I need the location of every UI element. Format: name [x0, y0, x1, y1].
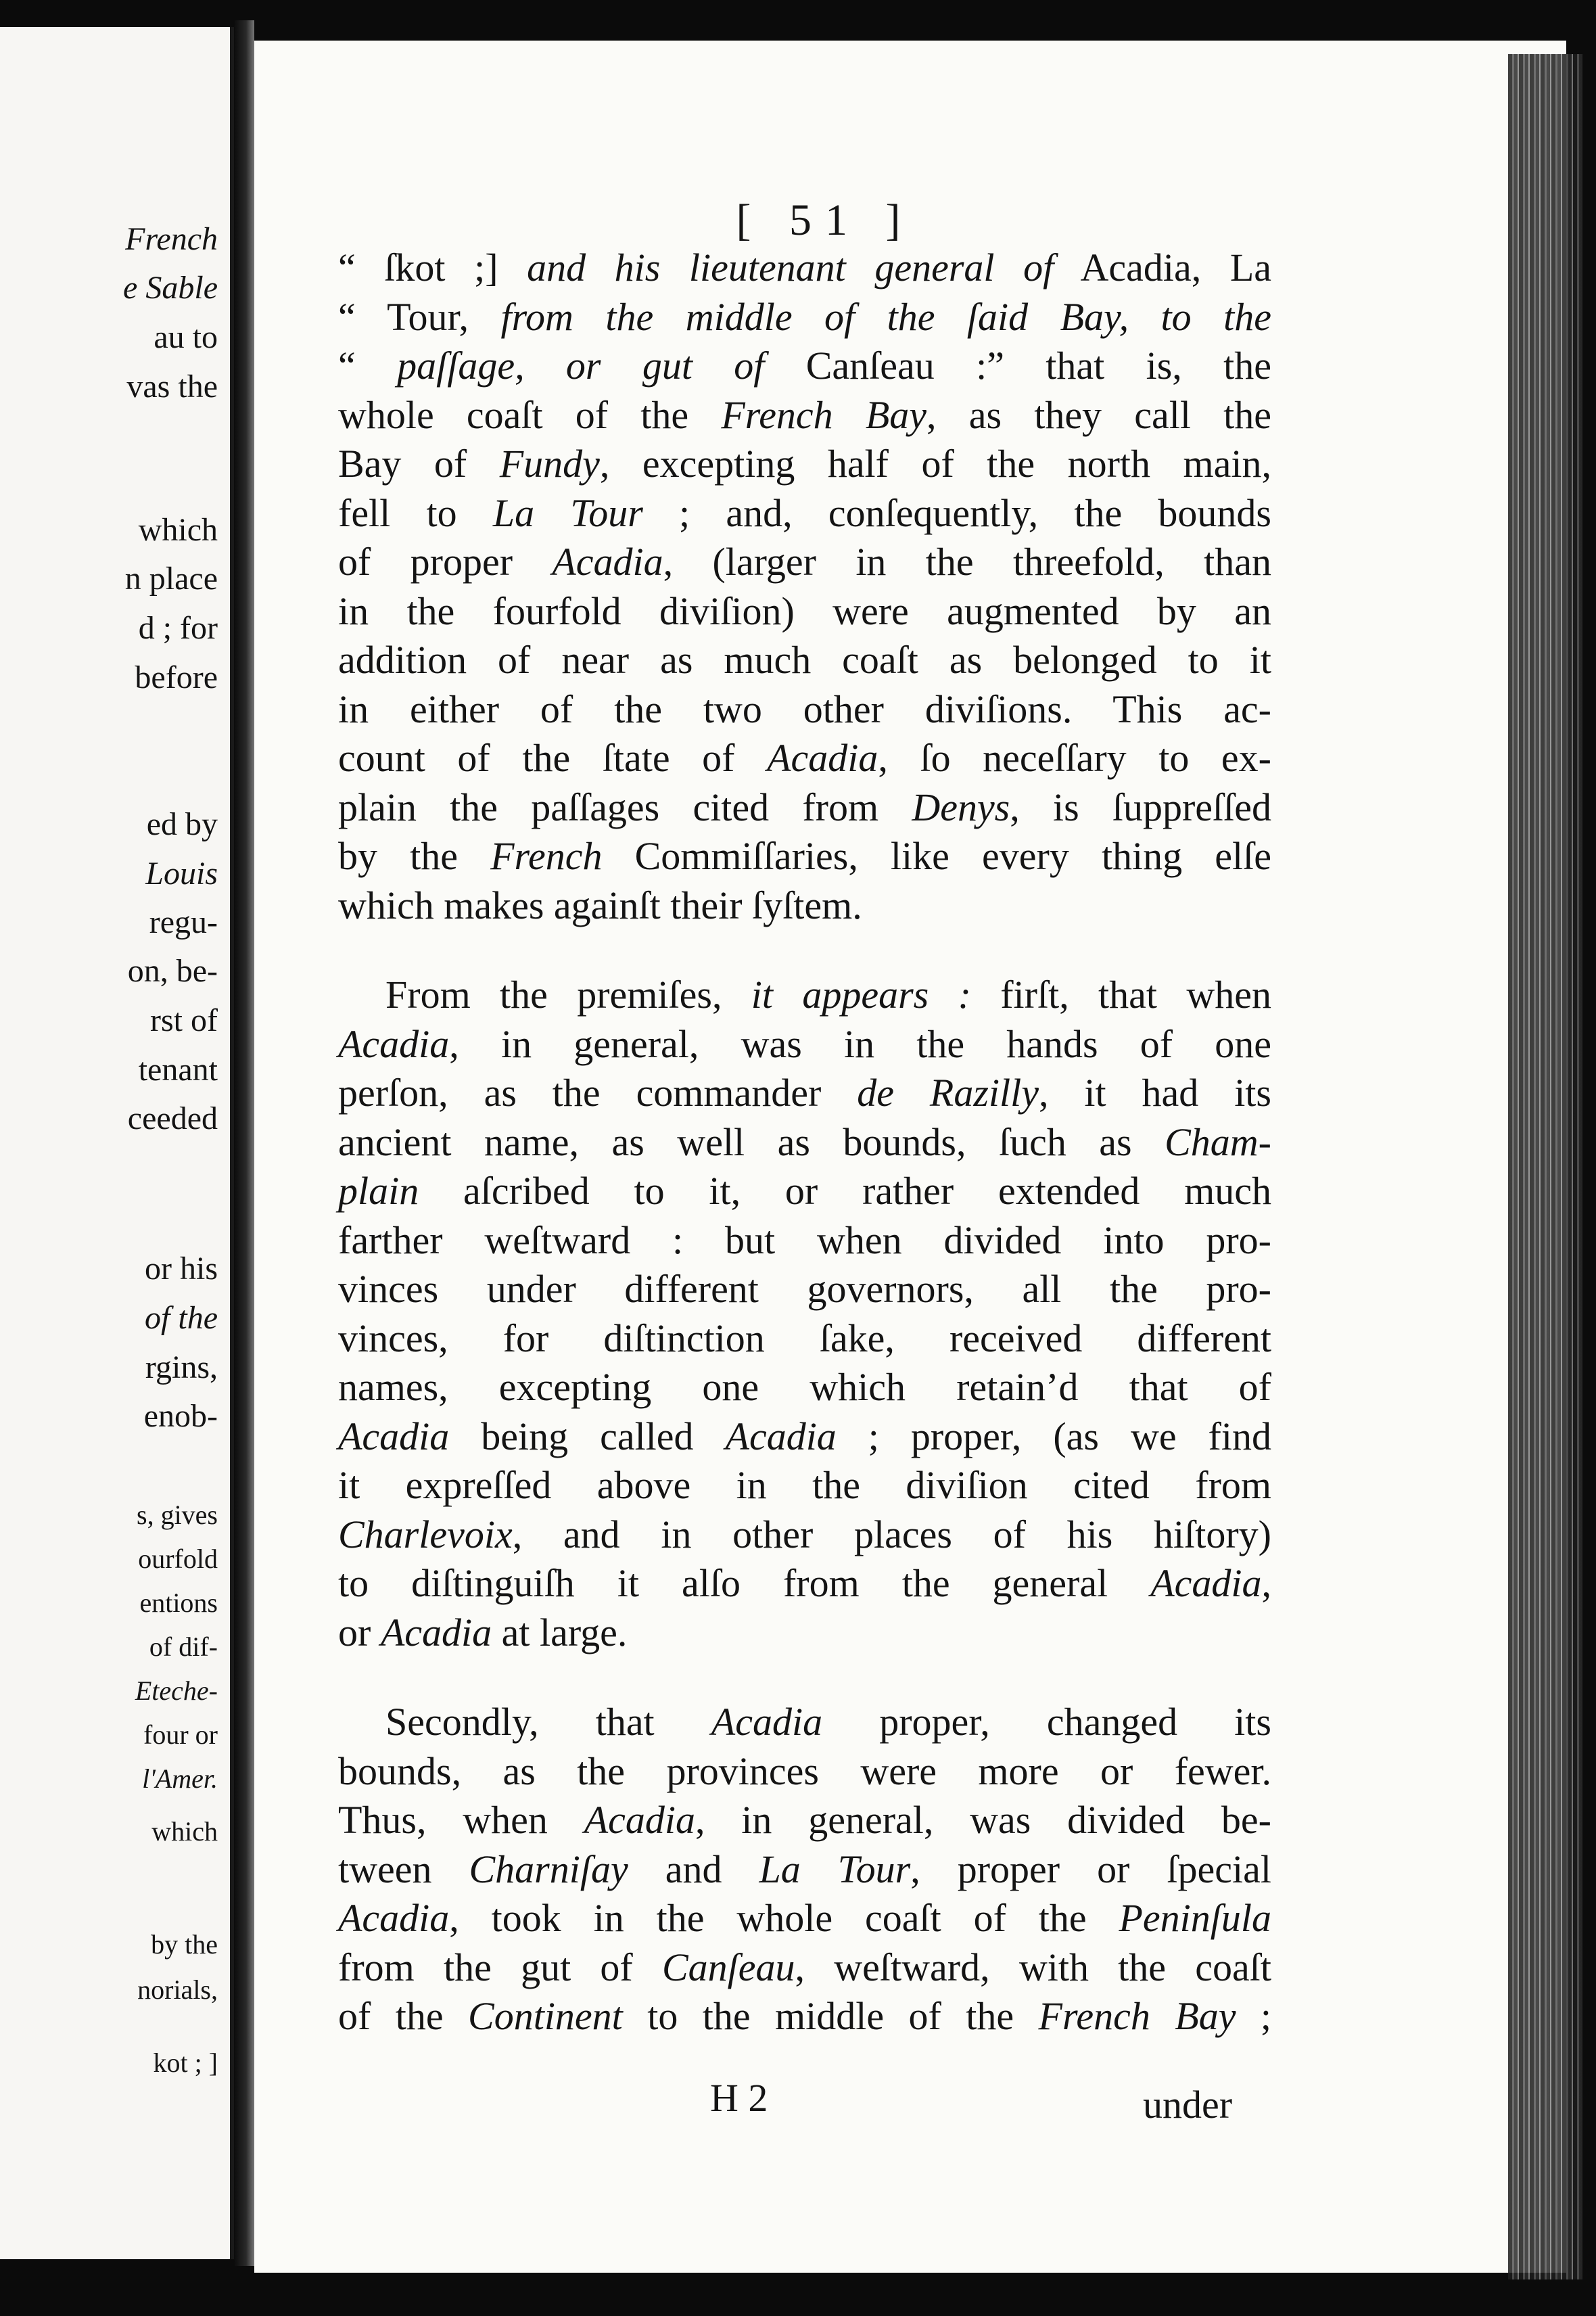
text-line: Acadia, took in the whole coaſt of the Peninſula: [338, 1896, 1271, 1940]
left-page-fragment: e Sable: [123, 270, 218, 306]
left-page-fragment: au to: [154, 319, 218, 355]
left-page-fragment: four or: [143, 1719, 218, 1750]
catchword: under: [1143, 2083, 1233, 2127]
body-text: [338, 244, 1271, 2041]
left-page-fragment: or his: [145, 1251, 218, 1287]
text-line: which makes againſt their ſyſtem.: [338, 883, 862, 927]
signature-mark: H 2: [710, 2076, 768, 2120]
book-gutter: [234, 20, 254, 2266]
text-line: ancient name, as well as bounds, ſuch as Cham-: [338, 1119, 1271, 1164]
left-page-fragment: kot ; ]: [153, 2047, 218, 2078]
left-page-fragment: which: [151, 1816, 218, 1847]
left-page-fragment: Eteche-: [135, 1675, 218, 1706]
text-line: From the premiſes, it appears : firſt, that when: [385, 973, 1271, 1017]
left-page-fragment: before: [135, 659, 218, 695]
text-line: plain aſcribed to it, or rather extended much: [338, 1169, 1271, 1213]
left-page-fragment: d ; for: [138, 610, 218, 646]
text-line: by the French Commiſſaries, like every thing elſe: [338, 834, 1272, 878]
left-page-fragment: rst of: [150, 1002, 218, 1038]
text-line: “ paſſage, or gut of Canſeau :” that is, the: [338, 344, 1271, 388]
text-line: “ ſkot ;] and his lieutenant general of Acadia, La: [338, 246, 1271, 290]
text-line: in either of the two other diviſions. This ac-: [338, 687, 1271, 731]
text-line: “ Tour, from the middle of the ſaid Bay, to the: [338, 294, 1271, 339]
text-line: Acadia being called Acadia ; proper, (as we find: [338, 1414, 1271, 1458]
left-page-fragment: Louis: [145, 856, 218, 891]
text-line: or Acadia at large.: [338, 1610, 628, 1654]
left-page-fragment: ourfold: [138, 1544, 218, 1574]
text-line: whole coaſt of the French Bay, as they call the: [338, 392, 1271, 437]
left-page-fragment: l'Amer.: [142, 1763, 218, 1794]
left-page-fragment: vas the: [126, 369, 218, 404]
text-line: Secondly, that Acadia proper, changed its: [385, 1700, 1271, 1744]
text-line: names, excepting one which retain’d that of: [338, 1365, 1271, 1409]
text-line: it expreſſed above in the diviſion cited from: [338, 1463, 1271, 1507]
facing-page-left: [0, 27, 234, 2259]
text-line: Bay of Fundy, excepting half of the north main,: [338, 442, 1271, 486]
left-page-fragment: of the: [145, 1300, 218, 1336]
left-page-fragment: ed by: [146, 806, 218, 842]
text-line: vinces, for diſtinction ſake, received different: [338, 1316, 1271, 1360]
text-line: of proper Acadia, (larger in the threefold, than: [338, 540, 1271, 584]
text-line: to diſtinguiſh it alſo from the general Acadia,: [338, 1561, 1271, 1605]
text-line: addition of near as much coaſt as belonged to it: [338, 638, 1271, 682]
paragraph-gap: [338, 930, 1271, 971]
text-line: of the Continent to the middle of the French Bay ;: [338, 1994, 1272, 2038]
paragraph-gap: [338, 1657, 1271, 1698]
text-line: perſon, as the commander de Razilly, it had its: [338, 1071, 1271, 1115]
left-page-fragment: n place: [124, 561, 218, 597]
left-page-fragment: rgins,: [145, 1349, 218, 1385]
text-line: Thus, when Acadia, in general, was divided be-: [338, 1798, 1271, 1842]
left-page-fragment: which: [138, 512, 218, 548]
text-line: vinces under different governors, all the pro-: [338, 1267, 1271, 1311]
text-line: tween Charniſay and La Tour, proper or ſpecial: [338, 1847, 1271, 1891]
left-page-fragment: French: [125, 221, 218, 257]
text-line: in the fourfold diviſion) were augmented by an: [338, 588, 1271, 633]
page-edge-shadow: [1508, 54, 1582, 2279]
text-line: count of the ſtate of Acadia, ſo neceſſary to ex-: [338, 736, 1271, 780]
left-page-fragment: s, gives: [137, 1500, 218, 1530]
text-line: bounds, as the provinces were more or fewer.: [338, 1748, 1271, 1793]
text-line: Acadia, in general, was in the hands of one: [338, 1021, 1271, 1066]
text-line: farther weſtward : but when divided into pro-: [338, 1218, 1271, 1262]
left-page-fragment: enob-: [143, 1398, 218, 1434]
left-page-fragment: by the: [151, 1929, 218, 1960]
text-line: Charlevoix, and in other places of his hiſtory): [338, 1512, 1271, 1556]
left-page-fragment: ceeded: [127, 1101, 218, 1136]
left-page-fragment: entions: [139, 1588, 218, 1618]
text-line: plain the paſſages cited from Denys, is ſuppreſſed: [338, 785, 1271, 829]
left-page-fragment: on, be-: [127, 953, 218, 989]
page-number: [ 51 ]: [736, 195, 914, 245]
text-line: fell to La Tour ; and, conſequently, the bounds: [338, 490, 1272, 535]
left-page-fragment: tenant: [138, 1052, 218, 1088]
left-page-fragment: norials,: [137, 1974, 218, 2005]
left-page-fragment: regu-: [149, 904, 218, 940]
left-page-fragment: of dif-: [149, 1631, 218, 1662]
text-line: from the gut of Canſeau, weſtward, with the coaſt: [338, 1945, 1271, 1989]
